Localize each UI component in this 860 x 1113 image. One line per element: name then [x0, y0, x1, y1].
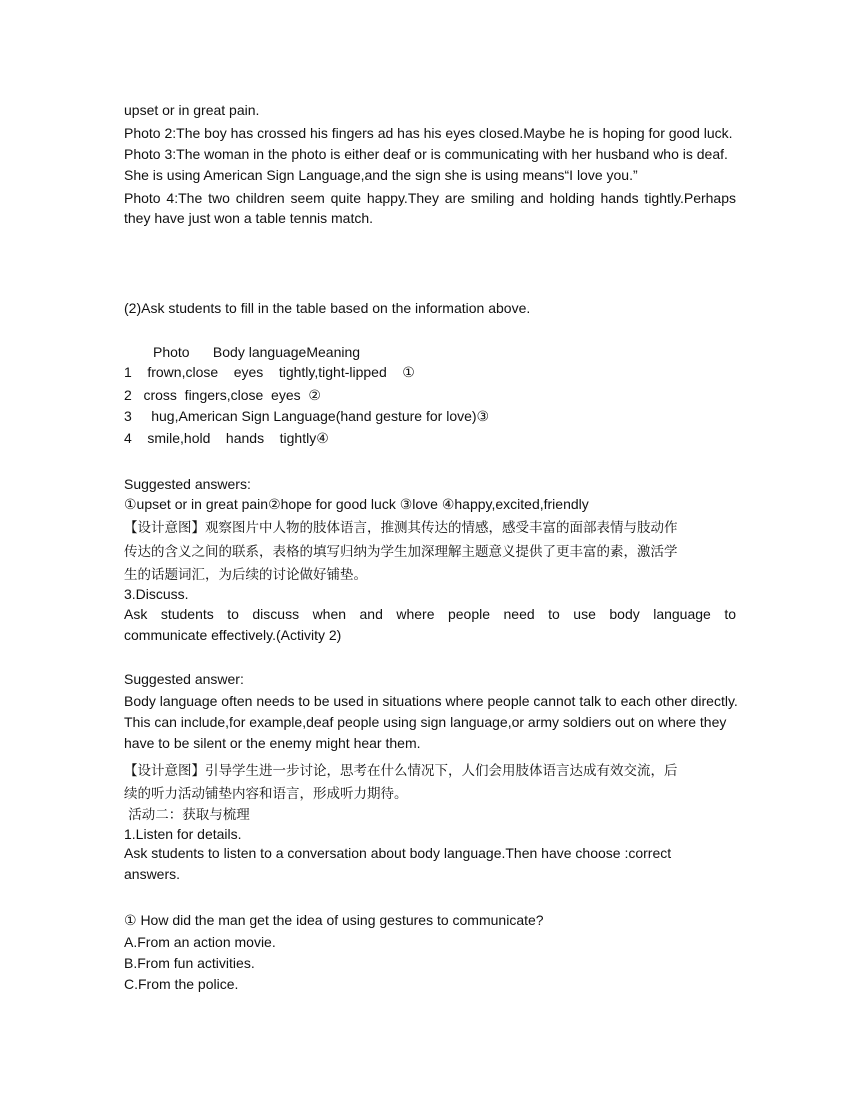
text-line: Photo 3:The woman in the photo is either deaf or is communicating with her husband who is deaf.	[124, 146, 728, 162]
section-heading: 1.Listen for details.	[124, 826, 242, 842]
text-line: Body language often needs to be used in situations where people cannot talk to each other directly.	[124, 693, 738, 709]
text-line: Suggested answers:	[124, 476, 251, 492]
text-line: upset or in great pain.	[124, 102, 260, 118]
activity-heading: 活动二：获取与梳理	[124, 807, 250, 823]
text-line: they have just won a table tennis match.	[124, 210, 374, 226]
table-row: 3 hug,American Sign Language(hand gesture for love)③	[124, 408, 490, 424]
text-line: She is using American Sign Language,and the sign she is using means“I love you.”	[124, 167, 638, 183]
question: ① How did the man get the idea of using gestures to communicate?	[124, 912, 544, 928]
design-intent: 【设计意图】观察图片中人物的肢体语言，推测其传达的情感，感受丰富的面部表情与肢动作	[124, 520, 678, 536]
answer-option: A.From an action movie.	[124, 934, 276, 950]
table-header: Photo Body languageMeaning	[153, 344, 361, 360]
design-intent: 【设计意图】引导学生进一步讨论，思考在什么情况下，人们会用肢体语言达成有效交流，后	[124, 763, 678, 779]
answer-option: C.From the police.	[124, 976, 239, 992]
text-line: (2)Ask students to fill in the table based on the information above.	[124, 300, 531, 316]
text-line: Photo 2:The boy has crossed his fingers ad has his eyes closed.Maybe he is hoping for good luck.	[124, 125, 733, 141]
text-line: Suggested answer:	[124, 671, 244, 687]
text-line: ①upset or in great pain②hope for good luck ③love ④happy,excited,friendly	[124, 496, 589, 512]
section-heading: 3.Discuss.	[124, 586, 189, 602]
design-intent: 生的话题词汇，为后续的讨论做好铺垫。	[124, 567, 367, 583]
text-line: Photo 4:The two children seem quite happy.They are smiling and holding hands tightly.Perhaps	[124, 190, 736, 206]
text-line: answers.	[124, 866, 181, 882]
table-row: 4 smile,hold hands tightly④	[124, 430, 329, 446]
table-row: 1 frown,close eyes tightly,tight-lipped ①	[124, 364, 415, 380]
text-line: Ask students to discuss when and where people need to use body language to	[124, 606, 736, 622]
design-intent: 续的听力活动铺垫内容和语言，形成听力期待。	[124, 786, 408, 802]
text-line: communicate effectively.(Activity 2)	[124, 627, 342, 643]
text-line: Ask students to listen to a conversation about body language.Then have choose :correct	[124, 845, 672, 861]
design-intent: 传达的含义之间的联系，表格的填写归纳为学生加深理解主题意义提供了更丰富的素，激活学	[124, 544, 678, 560]
table-row: 2 cross fingers,close eyes ②	[124, 387, 321, 403]
text-line: This can include,for example,deaf people using sign language,or army soldiers out on where they	[124, 714, 727, 730]
answer-option: B.From fun activities.	[124, 955, 255, 971]
text-line: have to be silent or the enemy might hear them.	[124, 735, 421, 751]
